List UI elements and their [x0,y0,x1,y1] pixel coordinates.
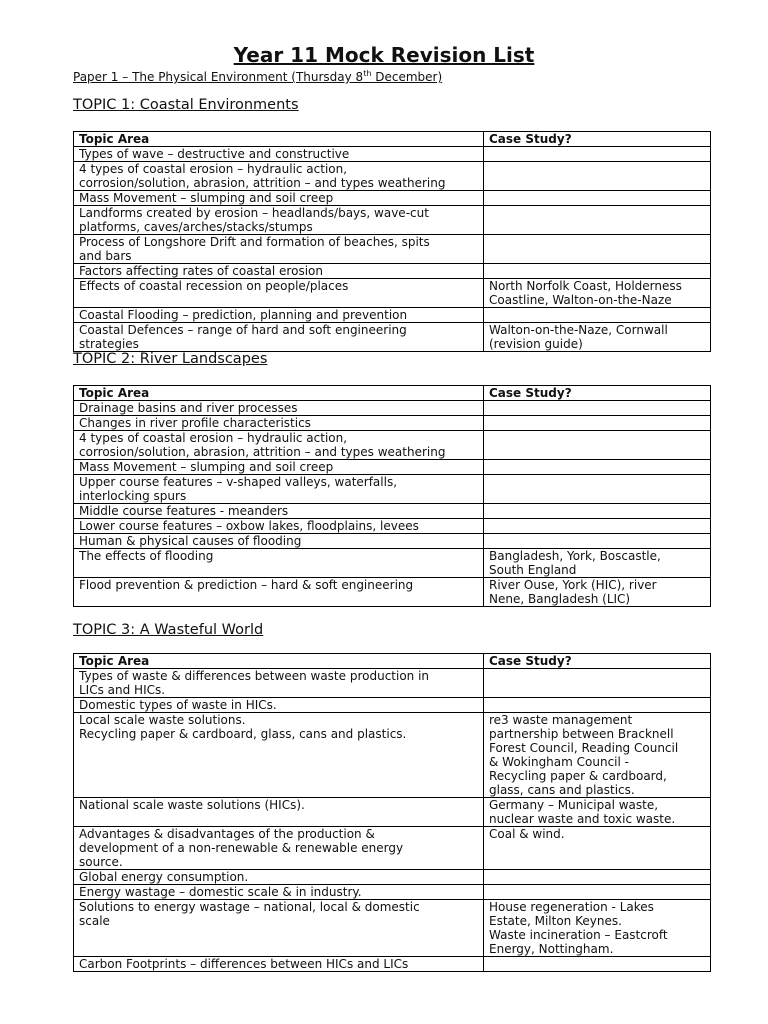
table-row [74,957,711,972]
case-study-text: House regeneration - Lakes [489,900,654,914]
topic-area-cell [74,549,484,578]
case-study-text: Germany – Municipal waste, [489,798,659,812]
table-header-row [74,654,711,669]
table-row [74,504,711,519]
case-study-cell [484,264,711,279]
case-study-cell [484,308,711,323]
case-study-text: Nene, Bangladesh (LIC) [489,592,631,606]
table-row [74,578,711,607]
topic-area-cell [74,870,484,885]
case-study-cell [484,460,711,475]
topic-area-text: scale [79,914,110,928]
topic-3-heading: TOPIC 3: A Wasteful World [73,622,264,638]
subtitle-end: December) [371,70,443,84]
topic-area-text: Mass Movement – slumping and soil creep [79,191,334,205]
case-study-cell [484,669,711,698]
topic-3-table [73,653,711,972]
case-study-text: Walton-on-the-Naze, Cornwall [489,323,668,337]
table-row [74,534,711,549]
case-study-text: South England [489,563,577,577]
topic-area-cell [74,827,484,870]
table-row [74,669,711,698]
topic-area-text: Process of Longshore Drift and formation of beaches, spits [79,235,430,249]
case-study-text: Recycling paper & cardboard, [489,769,667,783]
table-row [74,713,711,798]
topic-area-cell [74,698,484,713]
case-study-text: partnership between Bracknell [489,727,674,741]
topic-2-body [74,386,711,607]
topic-area-text: Types of wave – destructive and constructive [79,147,350,161]
topic-area-cell [74,460,484,475]
topic-area-cell [74,578,484,607]
case-study-text: Estate, Milton Keynes. [489,914,622,928]
topic-area-cell [74,401,484,416]
topic-2-table [73,385,711,607]
case-study-cell [484,534,711,549]
case-study-cell [484,698,711,713]
case-study-cell [484,578,711,607]
case-study-cell [484,162,711,191]
topic-2-heading: TOPIC 2: River Landscapes [73,351,268,367]
table-row [74,900,711,957]
subtitle-superscript: th [363,69,372,78]
topic-area-cell [74,206,484,235]
topic-area-text: Upper course features – v-shaped valleys, waterfalls, [79,475,398,489]
case-study-cell [484,191,711,206]
topic-1-table [73,131,711,352]
topic-area-cell [74,162,484,191]
topic-1-heading: TOPIC 1: Coastal Environments [73,97,299,113]
topic-area-text: corrosion/solution, abrasion, attrition – and types weathering [79,445,446,459]
case-study-text: North Norfolk Coast, Holderness [489,279,682,293]
case-study-cell [484,235,711,264]
topic-area-text: Factors affecting rates of coastal erosion [79,264,323,278]
topic-area-cell [74,431,484,460]
table-row [74,323,711,352]
topic-area-cell [74,308,484,323]
case-study-cell [484,519,711,534]
case-study-text: River Ouse, York (HIC), river [489,578,657,592]
page-title: Year 11 Mock Revision List [233,43,535,67]
table-header-row [74,132,711,147]
table-row [74,147,711,162]
topic-area-text: LICs and HICs. [79,683,166,697]
topic-area-cell [74,713,484,798]
case-study-cell [484,900,711,957]
topic-area-cell [74,416,484,431]
case-study-cell [484,713,711,798]
table-row [74,475,711,504]
topic-area-text: Types of waste & differences between waste production in [79,669,430,683]
case-study-cell [484,798,711,827]
topic-area-text: Advantages & disadvantages of the production & [79,827,375,841]
table-row [74,264,711,279]
case-study-cell [484,279,711,308]
topic-area-cell [74,957,484,972]
table-row [74,870,711,885]
case-study-text: glass, cans and plastics. [489,783,635,797]
case-study-cell [484,870,711,885]
table-row [74,308,711,323]
topic-area-text: and bars [79,249,132,263]
case-study-cell [484,549,711,578]
topic-area-text: Human & physical causes of flooding [79,534,302,548]
topic-area-text: Flood prevention & prediction – hard & soft engineering [79,578,414,592]
table-row [74,549,711,578]
case-study-text: Coastline, Walton-on-the-Naze [489,293,672,307]
column-header-case-study: Case Study? [484,654,711,669]
topic-area-text: Carbon Footprints – differences between HICs and LICs [79,957,409,971]
topic-area-cell [74,504,484,519]
table-row [74,235,711,264]
case-study-cell [484,323,711,352]
topic-area-text: National scale waste solutions (HICs). [79,798,305,812]
topic-area-text: Domestic types of waste in HICs. [79,698,277,712]
column-header-case-study: Case Study? [484,386,711,401]
case-study-cell [484,431,711,460]
topic-area-text: Recycling paper & cardboard, glass, cans and plastics. [79,727,407,741]
table-row [74,798,711,827]
topic-area-cell [74,279,484,308]
topic-area-text: Local scale waste solutions. [79,713,246,727]
topic-area-text: Solutions to energy wastage – national, local & domestic [79,900,420,914]
topic-area-text: Changes in river profile characteristics [79,416,311,430]
topic-area-text: interlocking spurs [79,489,187,503]
topic-area-text: Coastal Defences – range of hard and soft engineering [79,323,407,337]
table-row [74,519,711,534]
topic-area-text: 4 types of coastal erosion – hydraulic action, [79,162,348,176]
topic-area-text: Landforms created by erosion – headlands/bays, wave-cut [79,206,429,220]
column-header-topic-area: Topic Area [74,132,484,147]
case-study-cell [484,401,711,416]
topic-area-cell [74,519,484,534]
case-study-cell [484,416,711,431]
case-study-text: & Wokingham Council - [489,755,629,769]
column-header-topic-area: Topic Area [74,386,484,401]
case-study-text: Waste incineration – Eastcroft [489,928,668,942]
case-study-cell [484,885,711,900]
topic-area-text: corrosion/solution, abrasion, attrition – and types weathering [79,176,446,190]
topic-area-text: Lower course features – oxbow lakes, floodplains, levees [79,519,419,533]
case-study-text: (revision guide) [489,337,583,351]
table-row [74,401,711,416]
table-header-row [74,386,711,401]
case-study-text: Forest Council, Reading Council [489,741,679,755]
topic-area-cell [74,900,484,957]
topic-area-cell [74,669,484,698]
table-row [74,460,711,475]
topic-area-text: The effects of flooding [79,549,214,563]
column-header-case-study: Case Study? [484,132,711,147]
topic-area-cell [74,885,484,900]
table-row [74,827,711,870]
table-row [74,162,711,191]
topic-area-text: development of a non-renewable & renewable energy [79,841,404,855]
topic-area-text: Middle course features - meanders [79,504,289,518]
table-row [74,191,711,206]
topic-area-text: Energy wastage – domestic scale & in industry. [79,885,362,899]
table-row [74,206,711,235]
table-row [74,431,711,460]
case-study-cell [484,475,711,504]
case-study-text: Bangladesh, York, Boscastle, [489,549,661,563]
topic-area-cell [74,798,484,827]
paper-subtitle [73,66,442,85]
case-study-cell [484,206,711,235]
topic-area-text: source. [79,855,123,869]
topic-area-text: platforms, caves/arches/stacks/stumps [79,220,313,234]
topic-area-text: 4 types of coastal erosion – hydraulic action, [79,431,348,445]
topic-area-cell [74,191,484,206]
topic-area-cell [74,475,484,504]
case-study-text: Coal & wind. [489,827,565,841]
table-row [74,416,711,431]
subtitle-text: Paper 1 – The Physical Environment (Thursday 8 [73,70,364,84]
case-study-cell [484,504,711,519]
topic-area-cell [74,323,484,352]
topic-area-text: Global energy consumption. [79,870,249,884]
topic-area-cell [74,534,484,549]
case-study-cell [484,957,711,972]
topic-area-cell [74,264,484,279]
topic-area-text: Mass Movement – slumping and soil creep [79,460,334,474]
case-study-text: Energy, Nottingham. [489,942,614,956]
topic-area-cell [74,235,484,264]
table-row [74,279,711,308]
topic-area-text: Effects of coastal recession on people/places [79,279,349,293]
topic-3-body [74,654,711,972]
topic-area-text: Coastal Flooding – prediction, planning and prevention [79,308,408,322]
case-study-cell [484,147,711,162]
case-study-text: nuclear waste and toxic waste. [489,812,676,826]
case-study-text: re3 waste management [489,713,633,727]
table-row [74,885,711,900]
topic-area-text: Drainage basins and river processes [79,401,298,415]
column-header-topic-area: Topic Area [74,654,484,669]
topic-area-text: strategies [79,337,139,351]
topic-area-cell [74,147,484,162]
topic-1-body [74,132,711,352]
case-study-cell [484,827,711,870]
table-row [74,698,711,713]
